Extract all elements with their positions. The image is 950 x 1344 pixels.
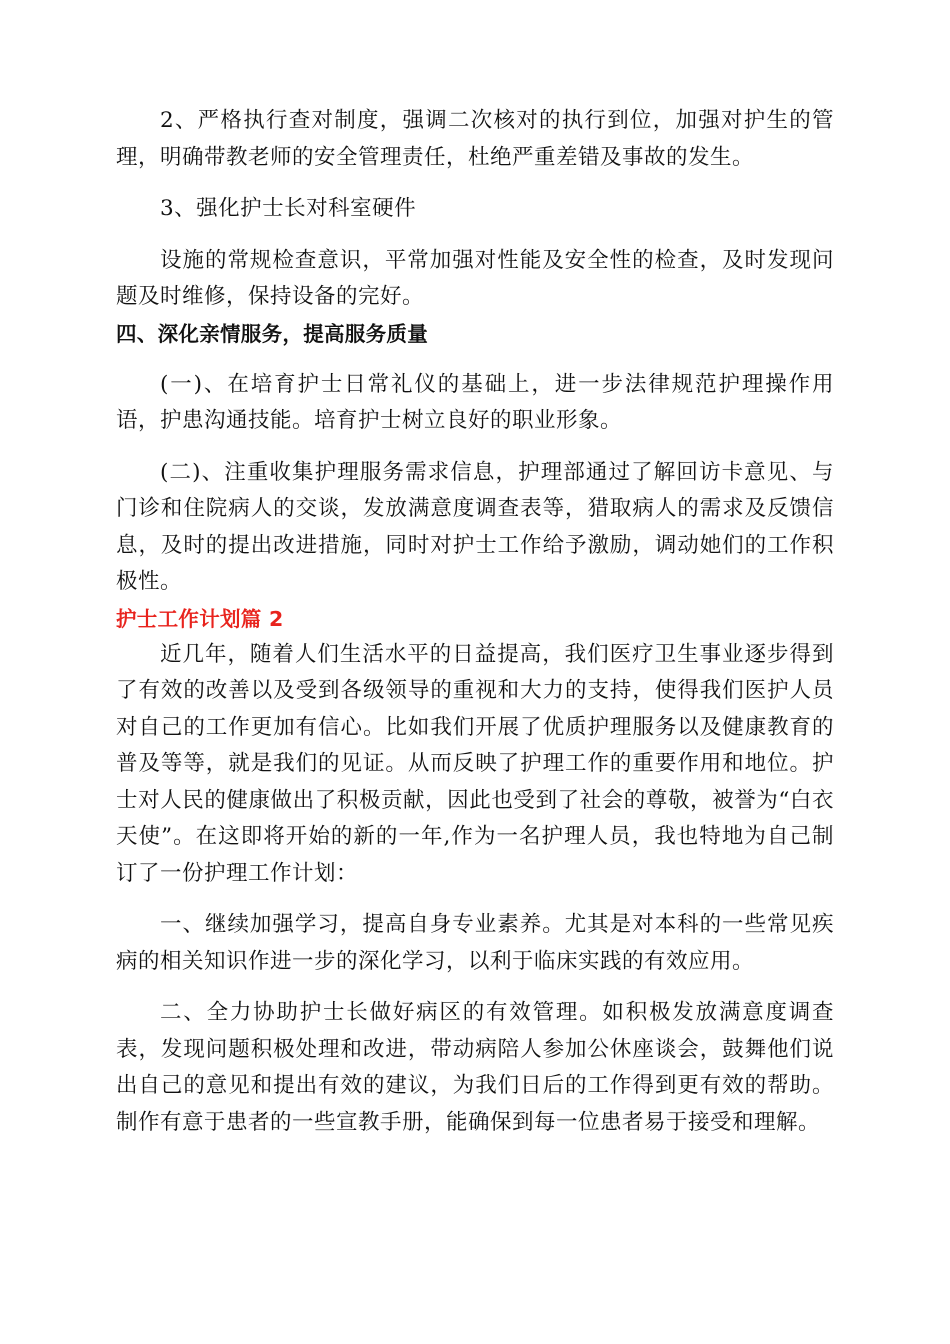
paragraph-assist-head-nurse: 二、全力协助护士长做好病区的有效管理。如积极发放满意度调查表，发现问题积极处理和改进，带动病陪人参加公休座谈会，鼓舞他们说出自己的意见和提出有效的建议，为我们日后的工作得到更有效的帮助。制作有意于患者的一些宣教手册，能确保到每一位患者易于接受和理解。 [116,1000,834,1135]
part-heading-plan-2: 护士工作计划篇 2 [116,606,284,631]
paragraph-continue-learning: 一、继续加强学习，提高自身专业素养。尤其是对本科的一些常见疾病的相关知识作进一步的深化学习，以利于临床实践的有效应用。 [116,912,834,974]
section-heading-service-quality: 四、深化亲情服务，提高服务质量 [116,321,428,346]
paragraph-hardware-title: 3、强化护士长对科室硬件 [160,196,417,221]
document-page [116,103,834,1141]
paragraph-strict-checking: 2、严格执行查对制度，强调二次核对的执行到位，加强对护生的管理，明确带教老师的安全管理责任，杜绝严重差错及事故的发生。 [116,108,834,170]
paragraph-equipment-inspection: 设施的常规检查意识，平常加强对性能及安全性的检查，及时发现问题及时维修，保持设备的完好。 [116,247,834,309]
paragraph-etiquette: (一)、在培育护士日常礼仪的基础上，进一步法律规范护理操作用语，护患沟通技能。培育护士树立良好的职业形象。 [116,371,834,433]
paragraph-feedback-collection: (二)、注重收集护理服务需求信息，护理部通过了解回访卡意见、与门诊和住院病人的交谈，发放满意度调查表等，猎取病人的需求及反馈信息，及时的提出改进措施，同时对护士工作给予激励，调动她们的工作积极性。 [116,459,834,594]
paragraph-introduction: 近几年，随着人们生活水平的日益提高，我们医疗卫生事业逐步得到了有效的改善以及受到各级领导的重视和大力的支持，使得我们医护人员对自己的工作更加有信心。比如我们开展了优质护理服务以及健康教育的普及等等，就是我们的见证。从而反映了护理工作的重要作用和地位。护士对人民的健康做出了积极贡献，因此也受到了社会的尊敬，被誉为“白衣天使”。在这即将开始的新的一年,作为一名护理人员，我也特地为自己制订了一份护理工作计划： [116,641,834,886]
